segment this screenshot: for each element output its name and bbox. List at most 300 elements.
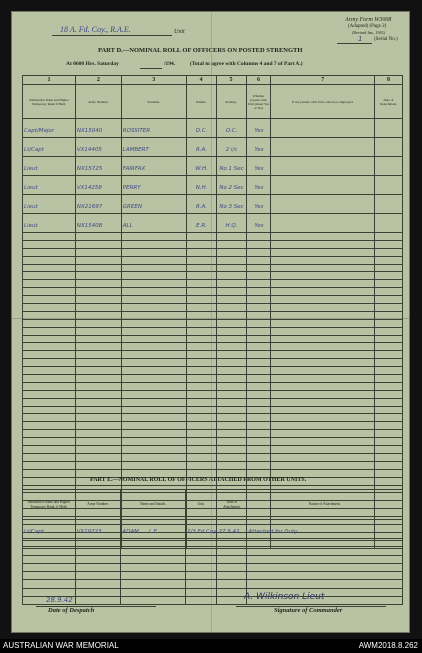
table-cell [216,469,246,477]
table-cell [75,327,121,335]
table-cell [23,327,76,335]
table-cell [121,580,186,588]
table-row [23,351,403,359]
table-cell [186,240,216,248]
table-cell [216,422,246,430]
table-cell [247,547,403,555]
table-cell [23,375,76,383]
table-cell [246,453,271,461]
table-cell [216,359,246,367]
table-cell [216,214,246,233]
table-cell [23,453,76,461]
handwritten-entry: ROSSITER [122,128,151,134]
table-cell [246,351,271,359]
table-cell [216,138,246,157]
table-cell [375,296,403,304]
form-sheet [11,11,410,633]
table-cell [271,138,375,157]
table-cell [75,588,121,596]
table-cell [216,430,246,438]
table-cell [216,272,246,280]
table-cell [271,335,375,343]
table-cell [186,469,216,477]
table-cell [375,351,403,359]
table-cell [23,446,76,454]
table-cell [375,453,403,461]
table-cell [121,547,186,555]
table-cell [271,430,375,438]
table-cell [186,398,216,406]
table-cell [23,563,76,571]
table-cell [121,319,186,327]
table-cell [23,572,76,580]
table-row [23,438,403,446]
table-cell [23,382,76,390]
table-cell [216,288,246,296]
column-header: Substantive Rank and Higher Temporary Rank, if Held. [23,490,76,520]
table-row [23,335,403,343]
table-cell [23,359,76,367]
table-cell [121,327,186,335]
table-cell [375,422,403,430]
table-cell [23,547,76,555]
column-header: Initials. [186,85,216,119]
part-d-at-middle: /194. [164,61,176,67]
table-cell [23,390,76,398]
table-cell [246,280,271,288]
table-cell [75,572,121,580]
table-cell [216,406,246,414]
table-cell [216,351,246,359]
handwritten-entry: Lt/Capt [24,529,44,535]
table-row [23,272,403,280]
archive-name: AUSTRALIAN WAR MEMORIAL [3,641,119,650]
table-cell [75,240,121,248]
table-cell [75,214,121,233]
table-cell [23,398,76,406]
table-cell [186,438,216,446]
table-cell [121,343,186,351]
handwritten-entry: Yes [254,223,264,229]
table-cell [271,157,375,176]
table-cell [375,311,403,319]
table-row [23,375,403,383]
table-cell [23,256,76,264]
table-cell [271,422,375,430]
archive-caption-bar [0,639,422,653]
table-cell [23,430,76,438]
table-cell [75,280,121,288]
column-number: 4 [186,76,216,85]
table-cell [186,414,216,422]
table-cell [246,398,271,406]
table-cell [186,195,216,214]
part-e-table [22,489,403,605]
table-cell [216,438,246,446]
table-cell [23,280,76,288]
table-cell [75,195,121,214]
table-cell [375,414,403,422]
table-row [23,406,403,414]
serial-underline [337,43,372,44]
table-cell [23,119,76,138]
table-row [23,572,403,580]
column-number: 8 [375,76,403,85]
table-cell [217,563,247,571]
table-cell [186,319,216,327]
table-cell [23,311,76,319]
archive-reference: AWM2018.8.262 [358,641,418,650]
table-cell [216,461,246,469]
handwritten-entry: Lieut [24,166,38,172]
table-cell [217,588,247,596]
table-cell [186,367,216,375]
table-cell [121,461,186,469]
table-cell [247,555,403,563]
table-cell [186,248,216,256]
table-cell [186,233,216,241]
part-d-at-prefix: At 0600 Hrs. Saturday [66,61,119,67]
table-cell [75,296,121,304]
table-row [23,446,403,454]
table-cell [121,398,186,406]
table-cell [75,272,121,280]
table-cell [121,555,186,563]
commander-signature: A. Wilkinson Lieut [244,592,325,602]
handwritten-entry: W.H. [195,166,208,172]
table-cell [375,477,403,485]
table-cell [246,343,271,351]
handwritten-entry: Yes [254,166,264,172]
table-cell [375,382,403,390]
table-cell [216,256,246,264]
table-cell [121,119,186,138]
table-cell [186,359,216,367]
table-cell [185,588,216,596]
table-cell [375,367,403,375]
table-cell [216,157,246,176]
table-cell [216,304,246,312]
table-cell [375,438,403,446]
table-cell [246,272,271,280]
table-cell [23,157,76,176]
column-header: If not present with Unit, state how employed. [271,85,375,119]
handwritten-entry: LAMBERT [122,147,149,153]
table-cell [23,304,76,312]
table-row [23,319,403,327]
table-cell [75,319,121,327]
table-cell [246,438,271,446]
table-cell [216,319,246,327]
handwritten-entry: Lt/Capt [24,147,44,153]
table-row [23,176,403,195]
table-cell [246,119,271,138]
table-cell [75,390,121,398]
table-cell [75,138,121,157]
table-cell [271,359,375,367]
table-row [23,390,403,398]
table-cell [271,406,375,414]
table-cell [186,335,216,343]
table-row [23,240,403,248]
table-row [23,580,403,588]
table-cell [23,539,76,547]
table-cell [121,446,186,454]
table-cell [23,406,76,414]
table-cell [186,264,216,272]
table-cell [375,264,403,272]
table-cell [185,520,216,539]
table-row [23,359,403,367]
table-row [23,138,403,157]
table-cell [186,296,216,304]
table-row [23,461,403,469]
table-cell [216,240,246,248]
table-cell [121,520,186,539]
table-cell [375,327,403,335]
table-cell [75,547,121,555]
table-cell [375,176,403,195]
table-cell [23,351,76,359]
table-cell [246,469,271,477]
table-cell [217,580,247,588]
table-cell [23,461,76,469]
table-cell [247,563,403,571]
handwritten-entry: No 2 Sec [219,185,244,191]
table-cell [246,390,271,398]
table-cell [186,280,216,288]
table-cell [217,539,247,547]
table-cell [247,520,403,539]
table-cell [217,547,247,555]
table-cell [375,240,403,248]
table-cell [23,214,76,233]
table-cell [75,563,121,571]
table-cell [75,248,121,256]
table-cell [271,367,375,375]
handwritten-entry: Yes [254,147,264,153]
table-cell [216,382,246,390]
table-row [23,248,403,256]
handwritten-entry: Lieut [24,204,38,210]
table-cell [271,446,375,454]
table-cell [75,157,121,176]
table-cell [246,264,271,272]
table-cell [186,351,216,359]
table-cell [23,138,76,157]
table-cell [185,572,216,580]
table-cell [271,240,375,248]
handwritten-entry: 27.9.42 [218,529,240,535]
table-cell [185,547,216,555]
table-cell [216,367,246,375]
form-adapted: (Adapted) (Page 2) [348,24,387,29]
table-cell [121,422,186,430]
table-cell [271,319,375,327]
table-cell [246,335,271,343]
table-cell [75,414,121,422]
handwritten-entry: NX15725 [76,166,103,172]
signature-label: Signature of Commander [274,607,343,614]
table-cell [75,461,121,469]
table-cell [186,119,216,138]
table-cell [271,375,375,383]
part-d-at-suffix: (Total to agree with Columns 4 and 7 of Part A.) [190,61,303,67]
table-cell [23,335,76,343]
table-row [23,256,403,264]
table-cell [246,382,271,390]
table-cell [246,367,271,375]
table-cell [246,319,271,327]
table-row [23,555,403,563]
table-cell [121,351,186,359]
table-cell [216,195,246,214]
table-cell [246,138,271,157]
table-row [23,304,403,312]
table-cell [186,343,216,351]
table-cell [23,438,76,446]
table-cell [23,264,76,272]
table-cell [375,359,403,367]
table-cell [271,233,375,241]
handwritten-entry: VX19723 [76,529,102,535]
table-cell [271,398,375,406]
column-number: 5 [216,76,246,85]
table-cell [246,327,271,335]
table-cell [121,214,186,233]
table-cell [271,469,375,477]
table-cell [121,469,186,477]
table-cell [23,319,76,327]
table-cell [121,288,186,296]
column-header: Substantive Rank and Higher Temporary Rank if Held. [23,85,76,119]
table-row [23,547,403,555]
table-cell [217,520,247,539]
table-cell [216,280,246,288]
table-row [23,382,403,390]
table-cell [185,555,216,563]
table-row [23,233,403,241]
form-revised: (Revised Jan., 1943) [352,30,385,35]
table-cell [216,446,246,454]
column-header: Name and Initials. [121,490,186,520]
table-cell [121,311,186,319]
table-cell [75,580,121,588]
table-cell [23,233,76,241]
table-cell [271,327,375,335]
table-row [23,280,403,288]
table-cell [271,214,375,233]
handwritten-entry: Capt/Major [24,128,54,134]
table-cell [75,422,121,430]
column-header: Date of Detachment. [375,85,403,119]
table-cell [23,288,76,296]
handwritten-entry: N.H. [195,185,208,191]
table-cell [375,304,403,312]
table-cell [271,461,375,469]
table-cell [121,335,186,343]
table-cell [186,311,216,319]
table-cell [246,157,271,176]
table-cell [217,597,247,605]
table-cell [375,343,403,351]
table-row [23,414,403,422]
table-cell [271,343,375,351]
table-cell [375,398,403,406]
handwritten-entry: No 3 Sec [219,204,244,210]
table-cell [271,119,375,138]
table-cell [23,272,76,280]
table-cell [216,264,246,272]
table-cell [75,597,121,605]
table-cell [375,446,403,454]
table-cell [375,119,403,138]
column-header: Whether present with Unit (insert Yes or No) [246,85,271,119]
table-row [23,539,403,547]
table-cell [75,469,121,477]
table-cell [121,367,186,375]
table-cell [375,256,403,264]
column-header: Surname. [121,85,186,119]
table-cell [121,572,186,580]
table-cell [75,176,121,195]
table-cell [121,248,186,256]
table-cell [271,248,375,256]
table-cell [23,367,76,375]
table-cell [216,311,246,319]
table-row [23,157,403,176]
table-cell [246,422,271,430]
table-cell [216,375,246,383]
table-cell [246,430,271,438]
table-cell [271,256,375,264]
table-cell [375,272,403,280]
table-cell [75,446,121,454]
table-cell [186,422,216,430]
table-row [23,288,403,296]
handwritten-entry: Lieut [24,223,38,229]
table-cell [271,311,375,319]
table-cell [75,398,121,406]
table-cell [216,335,246,343]
column-header: Army Number. [75,85,121,119]
date-blank-day [140,68,162,69]
part-d-title: PART D.—NOMINAL ROLL OF OFFICERS ON POSTED STRENGTH [98,47,303,54]
table-cell [375,461,403,469]
table-cell [246,240,271,248]
form-number: Army Form W3008 [345,17,392,23]
table-cell [246,375,271,383]
part-e-title: PART E.—NOMINAL ROLL OF OFFICERS ATTACHED FROM OTHER UNITS. [90,477,307,483]
table-cell [246,195,271,214]
column-number: 1 [23,76,76,85]
table-cell [186,327,216,335]
table-cell [375,319,403,327]
table-cell [23,477,76,485]
table-cell [23,414,76,422]
table-cell [121,588,186,596]
table-cell [23,422,76,430]
handwritten-entry: NX21697 [76,204,103,210]
table-cell [375,157,403,176]
column-number: 7 [271,76,375,85]
handwritten-entry: Attached for Duty [248,529,298,535]
table-cell [246,233,271,241]
table-cell [186,157,216,176]
table-cell [217,572,247,580]
handwritten-entry: Yes [254,185,264,191]
table-cell [217,555,247,563]
